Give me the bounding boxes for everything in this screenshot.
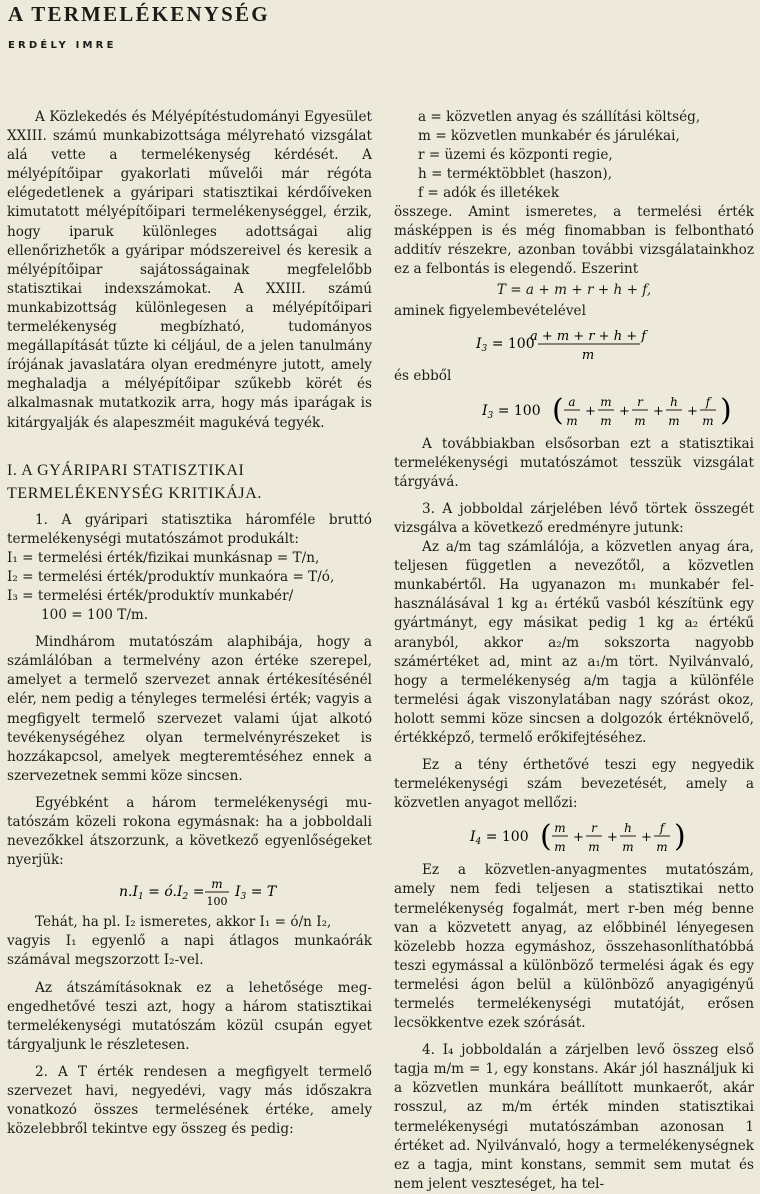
indicator-i1-text: termelési érték/fizikai munkásnap = T/n, [37, 549, 320, 566]
svg-text:I3 = T: $I_3 = T$ [235, 884, 277, 903]
definition-m: m = közvetlen munkabér és járulékai, [418, 128, 680, 144]
svg-text:m: m [211, 877, 223, 892]
svg-text:m: m [634, 413, 646, 428]
indicator-i3 [7, 587, 372, 606]
paragraph-t-value: 2. A T érték rendesen a megfigyelt termelő szervezet havi, negyedévi, vagy más időszakra vonatkozó összes termelésének értéke, amely közelebbről tekintve egy összeg és pedig: [7, 1063, 372, 1138]
paragraph-and-from: és ebből [394, 368, 452, 385]
formula-i3-expanded-svg [394, 390, 754, 432]
svg-text:+: + [687, 403, 698, 419]
indicator-i2-text: termelési érték/produktív munkaóra = T/ó, [37, 568, 335, 585]
svg-text:m: m [622, 840, 634, 855]
indicator-i3-label: I₃ = [7, 587, 34, 604]
indicator-i3-continued: 100 = 100 T/m. [41, 607, 149, 624]
section-heading [7, 459, 372, 505]
section-heading-line-2: TERMELÉKENYSÉG KRITIKÁJA. [7, 484, 262, 502]
paragraph-base-error: Mindhárom mutatószám alaphibája, hogy a számlálóban a termelvény azon értéke szerepel, amelyet a termelő szervezet annak értékesítésénél elér, nem pedig a tényleges termelési érték; vagyis a megfigyelt termelő szervezet valami újat alkotó tevékenységéhez olyan termelvényrészeket is hozzákapcsol, amelyek megteremtéséhez ennek a szervezetnek semmi köze sincsen. [7, 634, 372, 784]
svg-text:a + m + r + h + f: a + m + r + h + f [529, 329, 647, 345]
definitions-list [394, 108, 754, 203]
svg-text:I3 = 100: $I_3 = 100$ [482, 402, 541, 421]
paragraph-am-term: Az a/m tag számlálója, a közvetlen anyag ára, teljesen független a nevezőtől, a közvetlen munkabértől. Ha ugyanazon m₁ munkabér felhasználásával 1 kg a₁ értékű vasból készítünk egy gyártmányt, egy másikat pedig 1 kg a₂ értékű aranyból, akkor a₂/m sokszorta nagyobb számértéket ad, mint az a₁/m tört. Nyilvánvaló, hogy a termelékenység a/m tagja a különféle termelési ágak viszonylatában nagy szórást okoz, holott semmi köze sincsen a dolgozók értéknövelő, értékképző, termelő erőkifejtéséhez. [394, 539, 754, 746]
svg-text:m: m [600, 413, 612, 428]
svg-text:m: m [702, 413, 714, 428]
indicator-i2-label: I₂ = [7, 568, 34, 585]
paragraph-sum: összege. Amint ismeretes, a termelési érték másképpen is és még finomabban is felbontható additív részekre, azonban további vizsgálatainkhoz ez a felbontás is elegendő. Eszerint [394, 204, 754, 278]
paragraph-example-b: vagyis I₁ egyenlő a napi átlagos munkaórák számával megszorzott I₂-vel. [7, 933, 372, 969]
svg-text:+: + [619, 403, 630, 419]
formula-i4-svg [394, 816, 754, 858]
indicator-i3-text: termelési érték/produktív munkabér/ [37, 587, 294, 604]
paragraph-example-a [7, 913, 372, 932]
indicator-i2 [7, 568, 372, 587]
svg-text:(: ( [552, 392, 564, 428]
svg-text:m: m [656, 840, 668, 855]
svg-text:h: h [670, 394, 678, 409]
svg-text:m: m [554, 840, 566, 855]
svg-text:a: a [568, 394, 576, 409]
svg-text:(: ( [540, 819, 552, 855]
svg-text:m: m [581, 348, 595, 364]
example-text: Tehát, ha pl. I₂ ismeretes, akkor I₁ = ó/n I₂, [35, 914, 332, 931]
svg-text:+: + [607, 830, 618, 846]
svg-text:m: m [600, 394, 612, 409]
svg-text:m: m [566, 413, 578, 428]
svg-text:f: f [705, 394, 711, 409]
equation-t: T = a + m + r + h + f, [496, 282, 652, 299]
svg-text:+: + [573, 830, 584, 846]
definition-h: h = terméktöbblet (haszon), [418, 166, 613, 182]
svg-text:): ) [674, 819, 686, 855]
formula-i3-fraction-svg [394, 324, 754, 364]
svg-text:m: m [554, 821, 566, 836]
svg-text:): ) [720, 392, 732, 428]
svg-text:r: r [637, 394, 643, 409]
formula-i4 [394, 816, 754, 858]
definition-r: r = üzemi és központi regie, [418, 147, 613, 163]
paragraph-relation: Egyébként a három termelékenységi mutatószám közeli rokona egymásnak: ha a jobboldali nevezőkkel átszorzunk, a következő egyenlőségeket nyerjük: [7, 794, 372, 869]
paragraph-material-free: Ez a közvetlen-anyagmentes mutatószám, amely nem fedi teljesen a statisztikai netto termelékenység fogalmát, mert r-ben még benne van a közvetett anyag, az előbbinél lényegesen közelebb hozza egymáshoz, összehasonlíthatóbbá teszi egymással a különböző termelési ágak és egy termelési ágon belül a különböző anyagigényű termelés termelékenységi mutatóját, erősen lecsökkentve ezek szórását. [394, 862, 754, 1032]
svg-text:m: m [668, 413, 680, 428]
formula-i3-expanded [394, 390, 754, 432]
definition-a: a = közvetlen anyag és szállítási költség, [418, 109, 701, 125]
svg-text:I4 = 100: $I_4 = 100$ [470, 829, 529, 848]
paragraph-conversion: Az átszámításoknak ez a lehetősége megengedhetővé teszi azt, hogy a három statisztikai termelékenységi mutatószám közül csupán egyet tárgyaljunk le részletesen. [7, 979, 372, 1053]
right-column [394, 108, 754, 1194]
svg-text:n.I1 = ó.I2 =: $n.I_1$ = $ó.I_2$ = [119, 884, 205, 903]
indicator-i1-label: I₁ = [7, 549, 34, 566]
svg-text:+: + [585, 403, 596, 419]
section-heading-line-1: I. A GYÁRIPARI STATISZTIKAI [7, 461, 245, 479]
indicator-i1 [7, 549, 372, 568]
svg-text:100: 100 [206, 895, 228, 909]
paragraph-1-indicators: 1. A gyáripari statisztika háromféle bruttó termelékenységi mutatószámot produkált: [7, 511, 372, 547]
definition-f: f = adók és illetékek [418, 185, 560, 201]
paragraph-considering: aminek figyelembevételével [394, 303, 586, 320]
paragraph-point-3: 3. A jobboldal zárjelében lévő törtek összegét vizsgálva a következő eredményre jutunk: [394, 500, 754, 536]
left-column [7, 108, 372, 1139]
svg-text:f: f [659, 821, 665, 836]
formula-relations-svg [7, 873, 372, 909]
paragraph-point-4: 4. I₄ jobboldalán a zárjelben levő összeg első tagja m/m = 1, egy konstans. Akár jól használjuk ki a közvetlen munkára beállított munkaerőt, akár rosszul, az m/m érték minden statisztikai termelékenységi mutatószámban azonosan 1 értéket ad. Nyilvánvaló, hogy a termelékenységnek ez a tagja, mint konstans, semmit sem mutat és nem jelent veszteséget, ha tel- [394, 1042, 754, 1192]
svg-text:+: + [653, 403, 664, 419]
svg-text:m: m [588, 840, 600, 855]
svg-text:+: + [641, 830, 652, 846]
formula-relations [7, 873, 372, 909]
formula-i3-fraction [394, 324, 754, 364]
svg-text:I3 = 100: $I_3 = 100$ [476, 336, 535, 355]
article-title: A TERMELÉKENYSÉG [8, 2, 270, 26]
author-name: ERDÉLY IMRE [8, 40, 117, 51]
intro-paragraph: A Közlekedés és Mélyépítéstudományi Egyesület XXIII. számú munkabizottsága mélyreható vizsgálat alá vette a termelékenység kérdését. A mélyépítőipar gyakorlati művelői már régóta elégedetlenek a gyáripari statisztikai kérdőíveken kimutatott mélyépítőipari termelékenységgel, érzik, hogy iparuk különleges adottságai alig ellenőrizhetők a gyáripar módszereivel és keresik a mélyépítőipar sajátosságainak megfelelőbb statisztikai indexszámokat. A XXIII. számú munkabizottság különlegesen a mélyépítőipari termelékenység megbízható, tudományos megállapítását tűzte ki céljául, de a jelen tanulmány írójának javaslatára olyan eredményre jutott, amely meghaladja a mélyépítőipar szűkebb körét és alkalmasnak mutatkozik arra, hogy más iparágak is kitárgyalják és alapeszméit magukévá tegyék. [7, 109, 372, 431]
paragraph-fourth-index: Ez a tény érthetővé teszi egy negyedik termelékenységi szám bevezetését, amely a közvetlen anyagot mellőzi: [394, 757, 754, 812]
paragraph-further: A továbbiakban elsősorban ezt a statisztikai termelékenységi mutatószámot tesszük vizsgálat tárgyává. [394, 435, 754, 490]
svg-text:r: r [591, 821, 597, 836]
svg-text:h: h [624, 821, 632, 836]
